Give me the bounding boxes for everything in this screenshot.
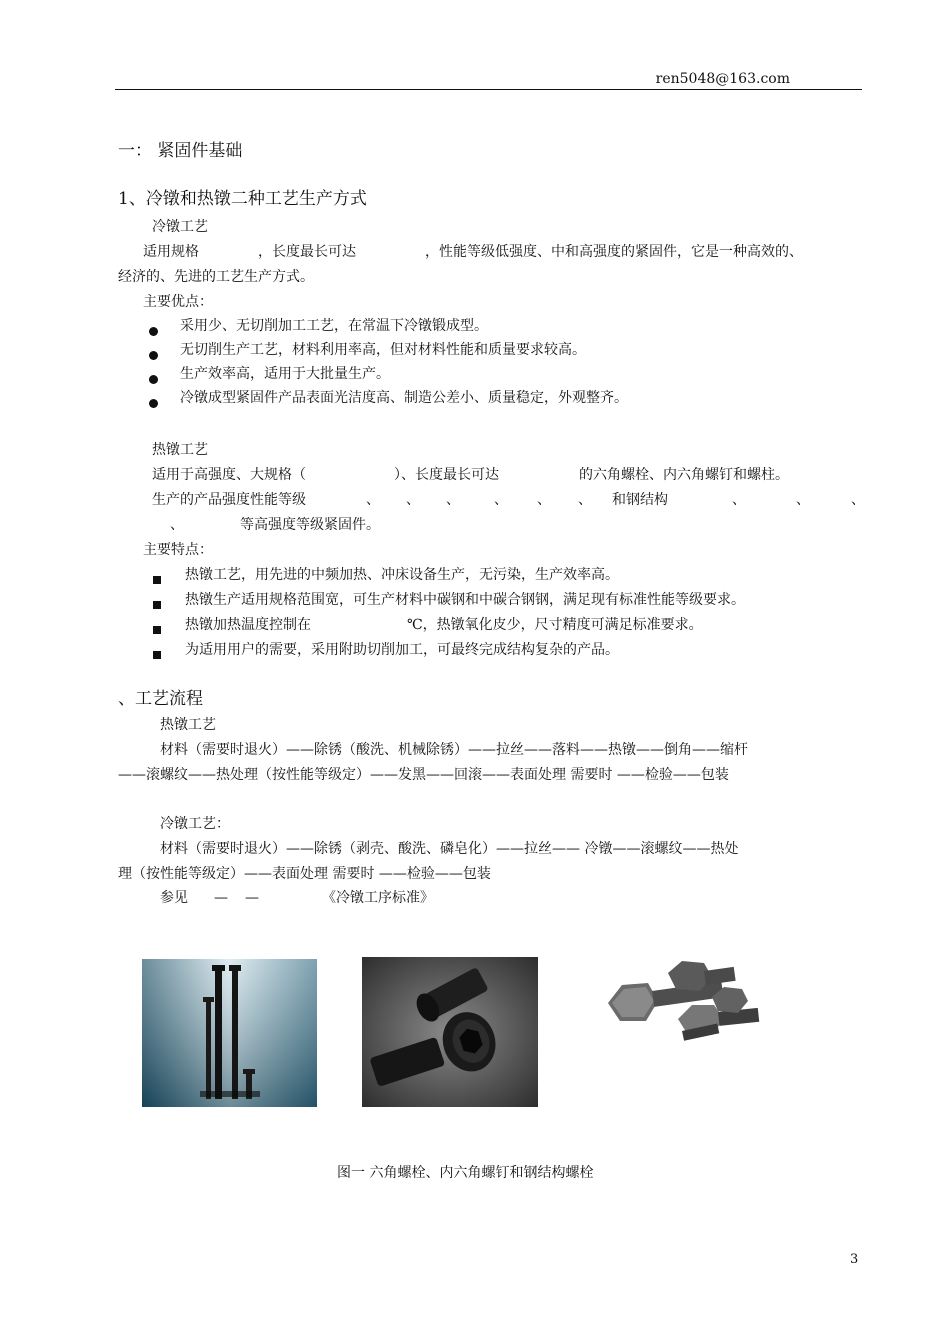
header-rule — [115, 89, 862, 90]
hot-line3-a: 、 — [170, 517, 184, 533]
hot-line1-a: 适用于高强度、大规格（ — [152, 467, 306, 483]
hot-feature: 热镦加热温度控制在 — [185, 617, 311, 633]
subsection-title-2: 、工艺流程 — [118, 689, 203, 709]
long-bolts-photo-icon — [142, 959, 317, 1107]
hot-feature-tail: ℃，热镦氧化皮少，尺寸精度可满足标准要求。 — [407, 617, 703, 633]
bullet-dot-icon — [149, 321, 158, 340]
reference-dash: — — [245, 890, 259, 906]
hot-feature: 热镦生产适用规格范围宽，可生产材料中碳钢和中碳合钢钢，满足现有标准性能等级要求。 — [185, 592, 745, 608]
bullet-dot-icon — [149, 393, 158, 412]
hot-line3-b: 等高强度等级紧固件。 — [240, 517, 380, 533]
reference-standard: 《冷镦工序标准》 — [322, 890, 434, 906]
cold-line1-a: 适用规格 — [143, 244, 199, 260]
hot-line2-sep: 、 — [406, 492, 420, 508]
cold-adv-label: 主要优点： — [143, 294, 213, 310]
cold-line1-b: ，长度最长可达 — [258, 244, 356, 260]
page-number: 3 — [850, 1252, 859, 1267]
bullet-square-icon — [153, 619, 161, 638]
bullet-square-icon — [153, 644, 161, 663]
subsection-title-1: 1、冷镦和热镦二种工艺生产方式 — [118, 189, 367, 209]
section-title: 一： 紧固件基础 — [118, 141, 243, 161]
bullet-square-icon — [153, 569, 161, 588]
hot-feat-label: 主要特点： — [143, 542, 213, 558]
bullet-dot-icon — [149, 369, 158, 388]
hot-line2-c: 和钢结构 — [612, 492, 668, 508]
cold-line2: 经济的、先进的工艺生产方式。 — [118, 269, 314, 285]
hot-line1-c: 的六角螺栓、内六角螺钉和螺柱。 — [579, 467, 789, 483]
reference-dash: — — [214, 890, 228, 906]
flow-hot-line2: ——滚螺纹——热处理（按性能等级定）——发黑——回滚——表面处理 需要时 ——检验——包装 — [118, 767, 729, 783]
hot-line2-sep: 、 — [537, 492, 551, 508]
hot-line2-sep: 、 — [796, 492, 810, 508]
hex-bolts-nuts-photo-icon — [600, 957, 770, 1057]
hot-line1-b: ）、长度最长可达 — [394, 467, 499, 483]
cold-line1-c: ，性能等级低强度、中和高强度的紧固件，它是一种高效的、 — [425, 244, 803, 260]
hot-line2-sep: 、 — [446, 492, 460, 508]
flow-cold-line2: 理（按性能等级定）——表面处理 需要时 ——检验——包装 — [118, 866, 491, 882]
cold-advantage: 生产效率高，适用于大批量生产。 — [180, 366, 390, 382]
hot-line2-sep: 、 — [732, 492, 746, 508]
header-email: ren5048@163.com — [655, 71, 790, 87]
socket-head-screws-photo-icon — [362, 957, 538, 1107]
figure-caption: 图一 六角螺栓、内六角螺钉和钢结构螺栓 — [337, 1165, 594, 1181]
hot-line2-sep: 、 — [851, 492, 865, 508]
cold-advantage: 采用少、无切削加工工艺，在常温下冷镦锻成型。 — [180, 318, 488, 334]
cold-advantage: 冷镦成型紧固件产品表面光洁度高、制造公差小、质量稳定，外观整齐。 — [180, 390, 628, 406]
flow-hot-label: 热镦工艺 — [160, 717, 216, 733]
hot-line2-sep: 、 — [494, 492, 508, 508]
bullet-dot-icon — [149, 345, 158, 364]
hot-line2-a: 生产的产品强度性能等级 — [152, 492, 306, 508]
flow-cold-line1: 材料（需要时退火）——除锈（剥壳、酸洗、磷皂化）——拉丝—— 冷镦——滚螺纹——热处 — [160, 841, 739, 857]
bullet-square-icon — [153, 594, 161, 613]
flow-cold-label: 冷镦工艺： — [160, 816, 230, 832]
flow-hot-line1: 材料（需要时退火）——除锈（酸洗、机械除锈）——拉丝——落料——热镦——倒角——缩杆 — [160, 742, 748, 758]
cold-advantage: 无切削生产工艺，材料利用率高，但对材料性能和质量要求较高。 — [180, 342, 586, 358]
cold-label: 冷镦工艺 — [152, 219, 208, 235]
hot-line2-sep: 、 — [578, 492, 592, 508]
hot-feature: 热镦工艺，用先进的中频加热、冲床设备生产，无污染，生产效率高。 — [185, 567, 619, 583]
hot-feature: 为适用用户的需要，采用附助切削加工，可最终完成结构复杂的产品。 — [185, 642, 619, 658]
reference-see: 参见 — [160, 890, 188, 906]
hot-label: 热镦工艺 — [152, 442, 208, 458]
hot-line2-sep: 、 — [366, 492, 380, 508]
